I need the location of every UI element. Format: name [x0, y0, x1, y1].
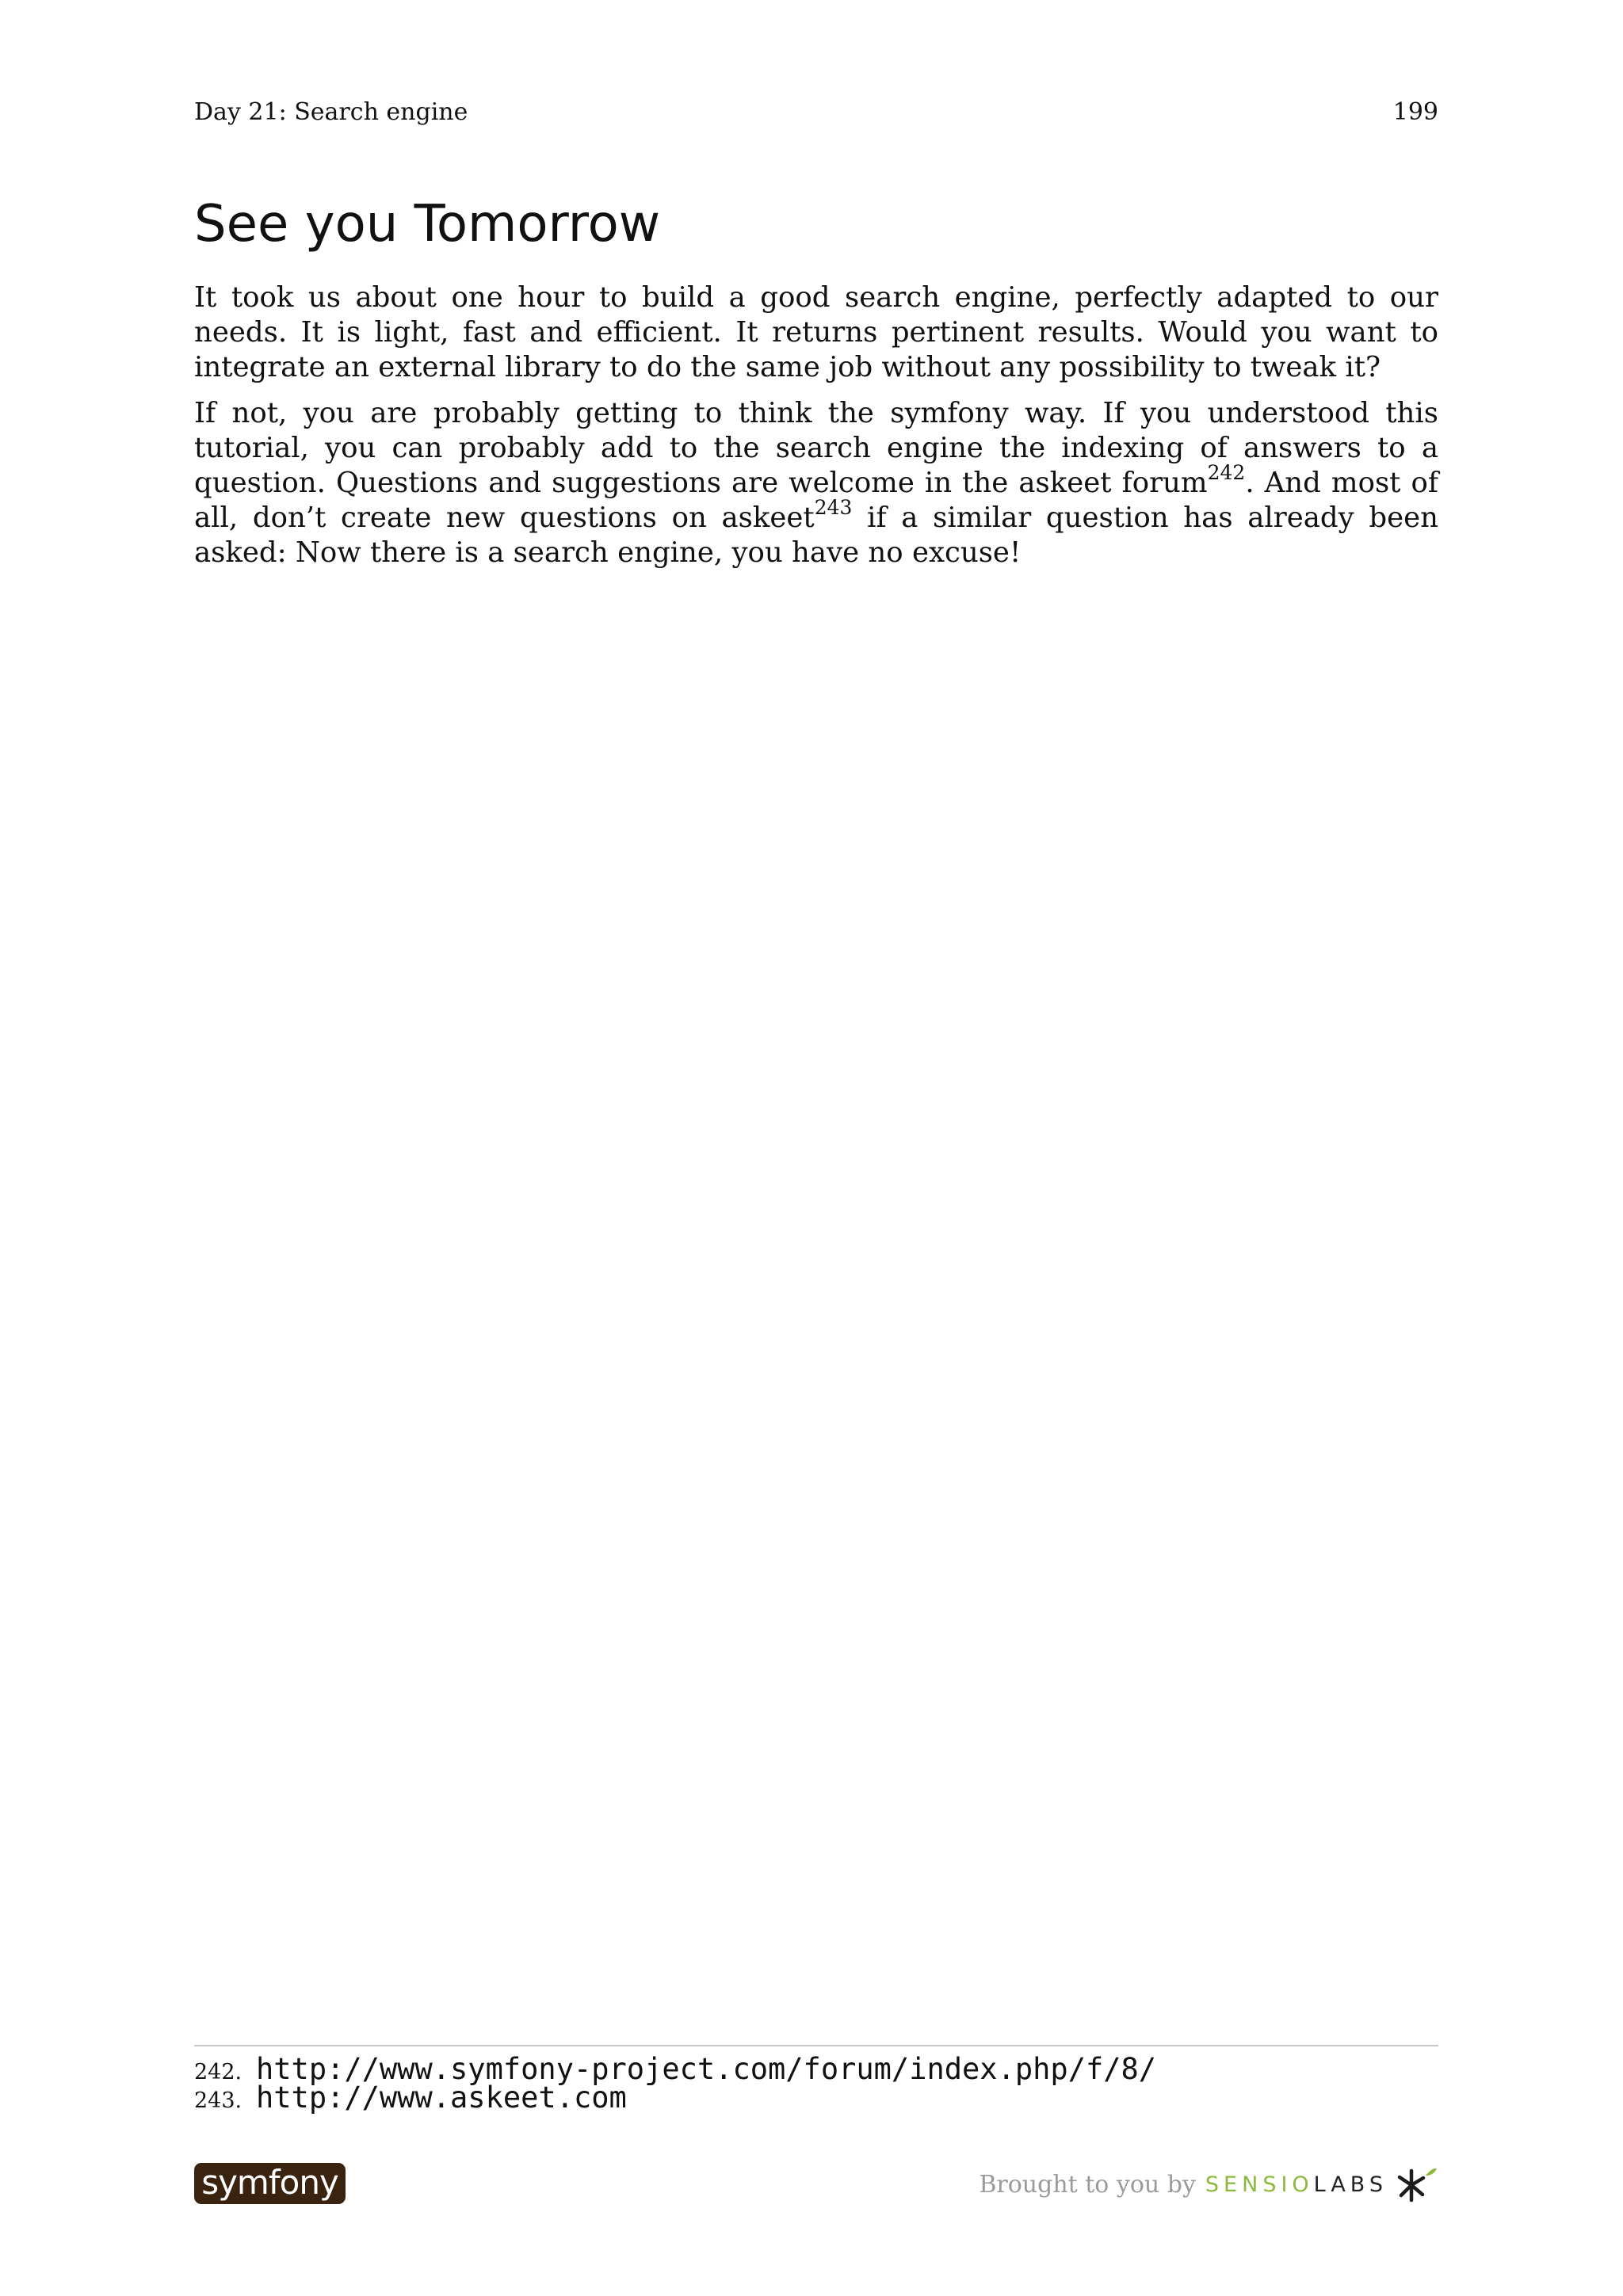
- footnote-number: 243.: [194, 2088, 242, 2113]
- chapter-title: Day 21: Search engine: [194, 98, 468, 126]
- footnote-ref-242[interactable]: 242: [1207, 461, 1246, 484]
- footnote-link[interactable]: http://www.symfony-project.com/forum/index.php/f/8/: [256, 2052, 1157, 2086]
- page-number: 199: [1392, 98, 1438, 126]
- sensio-wordmark: SENSIO: [1205, 2172, 1314, 2197]
- paragraph-2-text-1: If not, you are probably getting to think the symfony way. If you understood this tutorial, you can probably add to the search engine the indexing of answers to a question. Questions and suggestions are welcome in the askeet forum: [194, 397, 1438, 499]
- paragraph-2-text-3: if a similar question has already been asked: Now there is a search engine, you have no excuse!: [194, 502, 1438, 569]
- body-text: [194, 280, 1438, 582]
- paragraph-2: [194, 396, 1438, 570]
- paragraph-1: It took us about one hour to build a good search engine, perfectly adapted to our needs. It is light, fast and efficient. It returns pertinent results. Would you want to integrate an external library to do the same job without any possibility to tweak it?: [194, 281, 1438, 383]
- section-title: See you Tomorrow: [194, 195, 661, 254]
- sensiolabs-asterisk-icon: [1394, 2164, 1438, 2204]
- footnotes: [194, 2045, 1438, 2115]
- footnote-number: 242.: [194, 2060, 242, 2084]
- brought-by-text: Brought to you by: [979, 2170, 1196, 2199]
- page-footer: [194, 2163, 1438, 2210]
- footnote-link[interactable]: http://www.askeet.com: [256, 2081, 627, 2115]
- footnote-242: [194, 2052, 1438, 2086]
- paragraph-2-text-2: . And most of all, don’t create new questions on askeet: [194, 467, 1438, 534]
- symfony-logo: symfony: [194, 2163, 346, 2204]
- footnote-243: [194, 2081, 1438, 2115]
- footnote-ref-243[interactable]: 243: [814, 496, 853, 519]
- running-header: [194, 97, 1438, 128]
- labs-wordmark: LABS: [1313, 2172, 1388, 2197]
- sponsor-credit: [979, 2164, 1438, 2204]
